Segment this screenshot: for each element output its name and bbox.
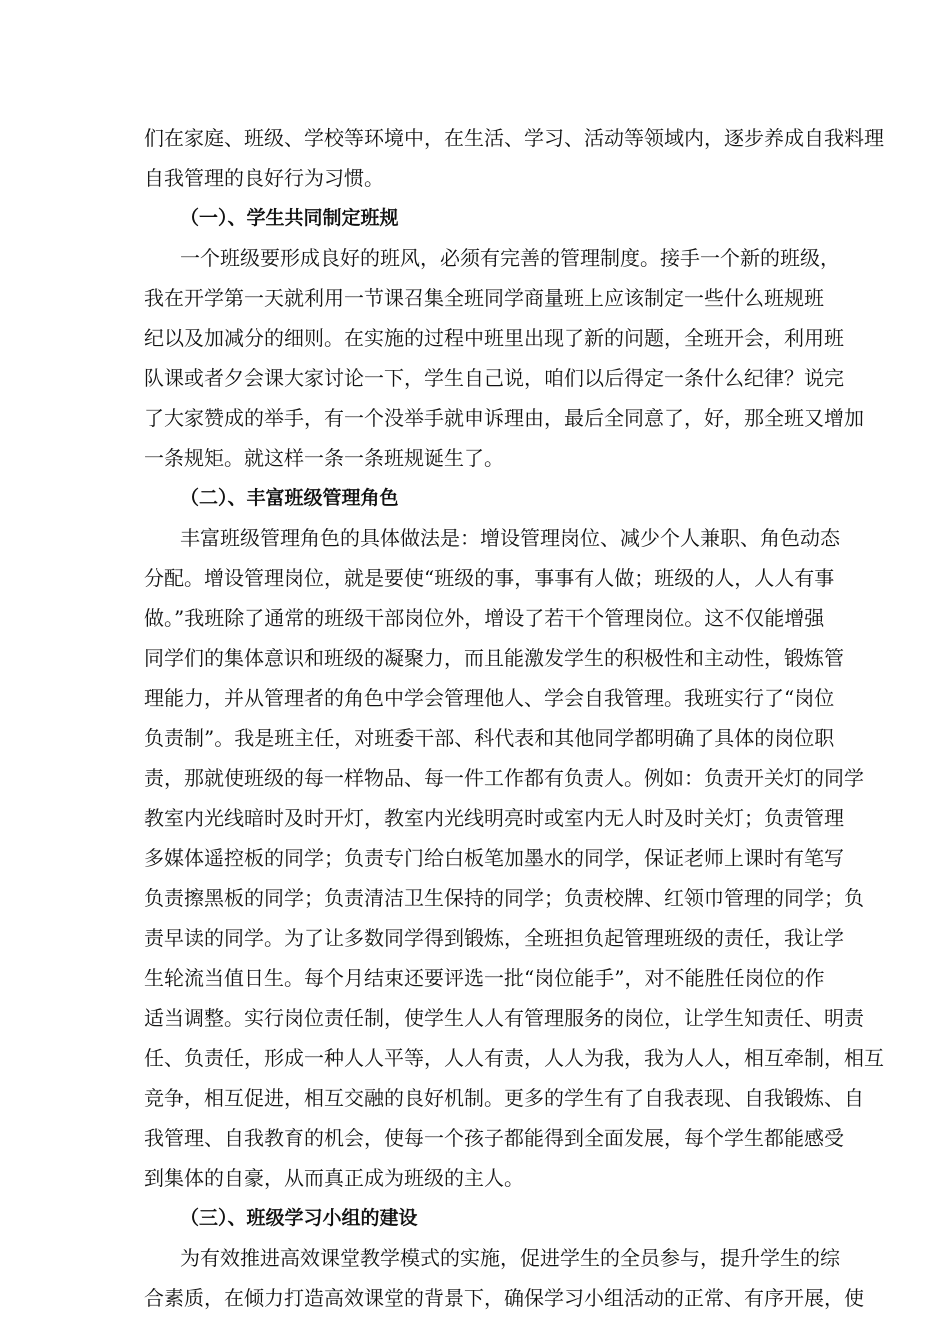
text-line: 任、负责任，形成一种人人平等，人人有责，人人为我，我为人人，相互牵制，相互 <box>144 1046 884 1070</box>
text-line: 们在家庭、班级、学校等环境中，在生活、学习、活动等领域内，逐步养成自我料理 <box>144 126 884 150</box>
text-line: 分配。增设管理岗位，就是要使“班级的事，事事有人做；班级的人，人人有事 <box>144 566 835 590</box>
text-line: 纪以及加减分的细则。在实施的过程中班里出现了新的问题，全班开会，利用班 <box>144 326 844 350</box>
text-line: 理能力，并从管理者的角色中学会管理他人、学会自我管理。我班实行了“岗位 <box>144 686 835 710</box>
section-heading-1: （一）、学生共同制定班规 <box>180 207 399 229</box>
paragraph-first-line: 一个班级要形成良好的班风，必须有完善的管理制度。接手一个新的班级， <box>180 246 840 270</box>
text-line: 做。”我班除了通常的班级干部岗位外，增设了若干个管理岗位。这不仅能增强 <box>144 606 825 630</box>
text-line: 竞争，相互促进，相互交融的良好机制。更多的学生有了自我表现、自我锻炼、自 <box>144 1086 864 1110</box>
text-line: 我管理、自我教育的机会，使每一个孩子都能得到全面发展，每个学生都能感受 <box>144 1126 844 1150</box>
text-line: 我在开学第一天就利用一节课召集全班同学商量班上应该制定一些什么班规班 <box>144 286 824 310</box>
text-line: 了大家赞成的举手，有一个没举手就申诉理由，最后全同意了，好，那全班又增加 <box>144 406 864 430</box>
text-line: 负责擦黑板的同学；负责清洁卫生保持的同学；负责校牌、红领巾管理的同学；负 <box>144 886 864 910</box>
text-line: 多媒体遥控板的同学；负责专门给白板笔加墨水的同学，保证老师上课时有笔写 <box>144 846 844 870</box>
text-line: 负责制”。我是班主任，对班委干部、科代表和其他同学都明确了具体的岗位职 <box>144 726 835 750</box>
section-heading-3: （三）、班级学习小组的建设 <box>180 1207 418 1229</box>
text-line: 责，那就使班级的每一样物品、每一件工作都有负责人。例如：负责开关灯的同学 <box>144 766 864 790</box>
text-line: 自我管理的良好行为习惯。 <box>144 166 384 190</box>
text-line: 一条规矩。就这样一条一条班规诞生了。 <box>144 446 504 470</box>
text-line: 到集体的自豪，从而真正成为班级的主人。 <box>144 1166 524 1190</box>
text-line: 同学们的集体意识和班级的凝聚力，而且能激发学生的积极性和主动性，锻炼管 <box>144 646 844 670</box>
text-line: 队课或者夕会课大家讨论一下，学生自己说，咱们以后得定一条什么纪律？说完 <box>144 366 844 390</box>
section-heading-2: （二）、丰富班级管理角色 <box>180 487 399 509</box>
paragraph-first-line: 为有效推进高效课堂教学模式的实施，促进学生的全员参与，提升学生的综 <box>180 1246 840 1270</box>
text-line: 生轮流当值日生。每个月结束还要评选一批“岗位能手”，对不能胜任岗位的作 <box>144 966 825 990</box>
text-line: 责早读的同学。为了让多数同学得到锻炼，全班担负起管理班级的责任，我让学 <box>144 926 844 950</box>
text-line: 合素质，在倾力打造高效课堂的背景下，确保学习小组活动的正常、有序开展，使 <box>144 1286 864 1310</box>
text-line: 教室内光线暗时及时开灯，教室内光线明亮时或室内无人时及时关灯；负责管理 <box>144 806 844 830</box>
paragraph-first-line: 丰富班级管理角色的具体做法是：增设管理岗位、减少个人兼职、角色动态 <box>180 526 840 550</box>
text-line: 适当调整。实行岗位责任制，使学生人人有管理服务的岗位，让学生知责任、明责 <box>144 1006 864 1030</box>
